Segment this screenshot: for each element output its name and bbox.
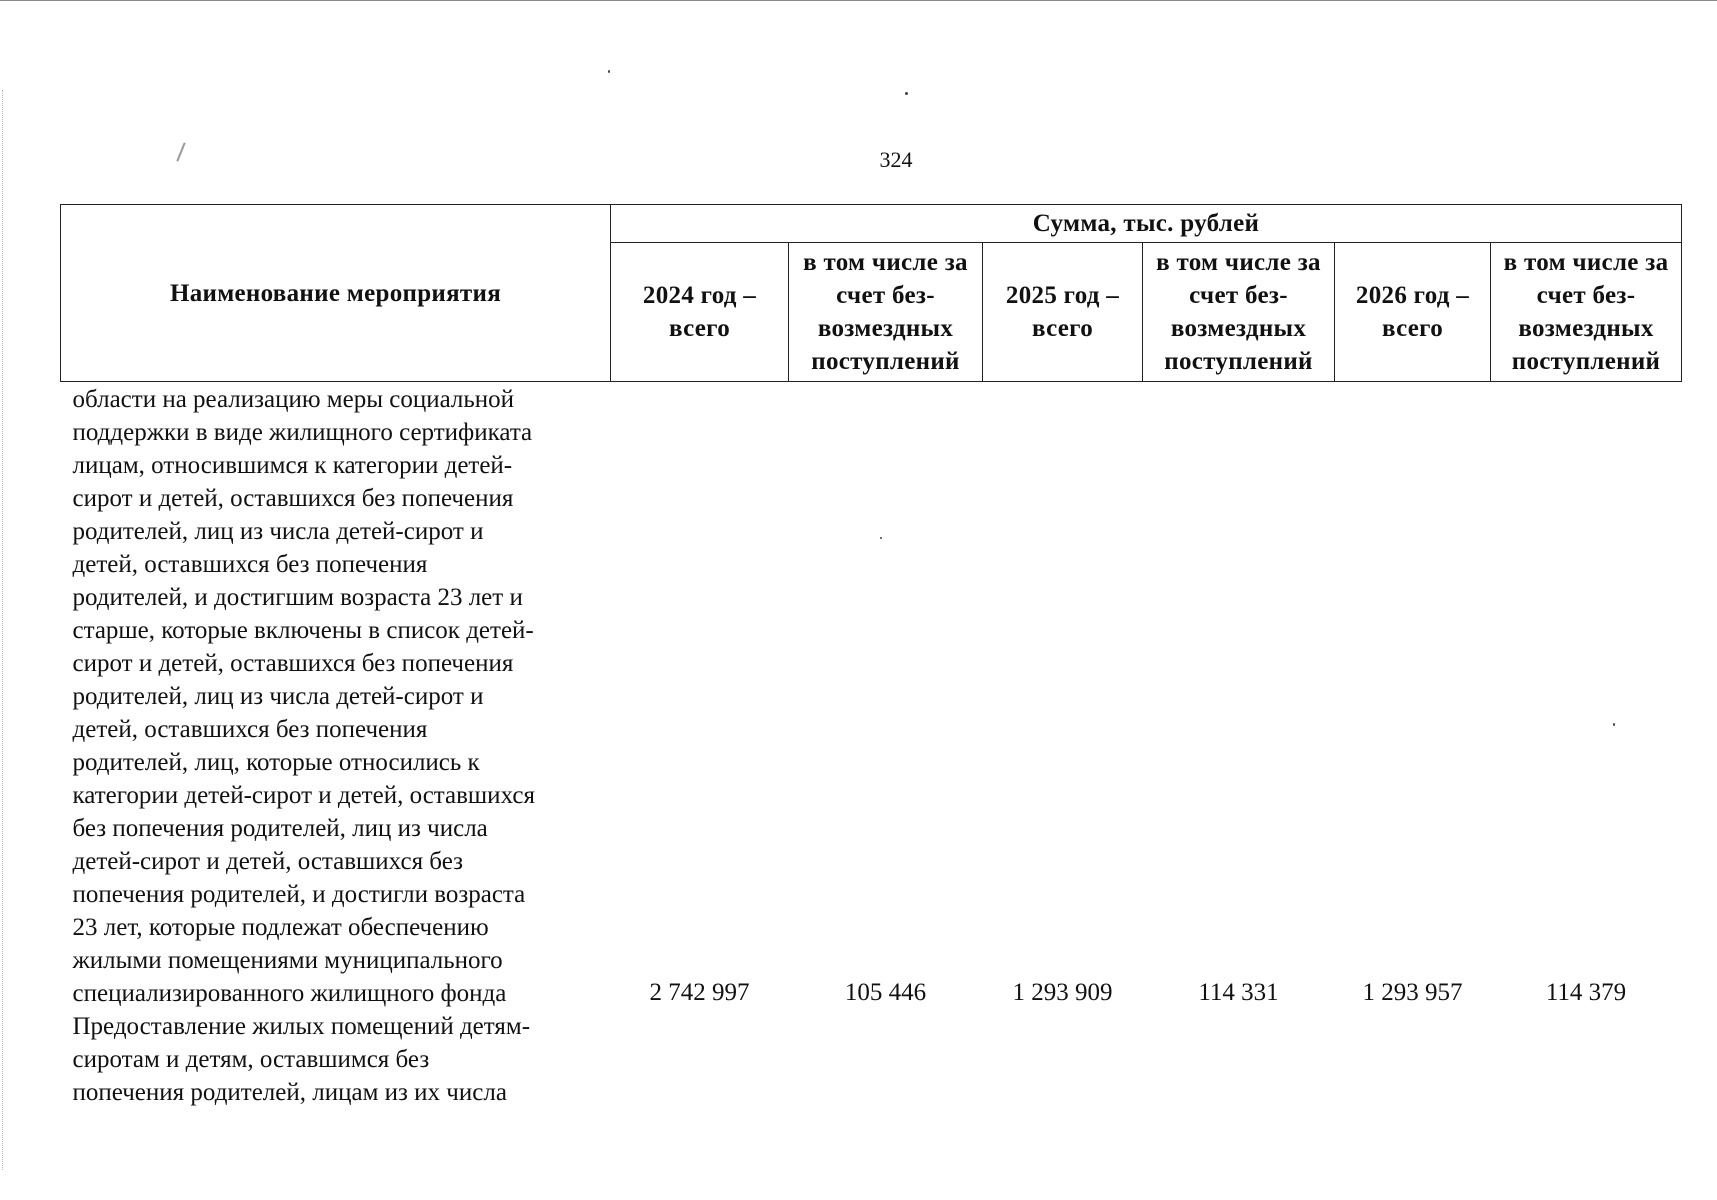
header-2024-total: 2024 год – всего — [611, 243, 789, 382]
scan-speck — [905, 92, 908, 95]
value-2025-total — [983, 382, 1143, 1110]
header-2025-total: 2025 год – всего — [983, 243, 1143, 382]
table-header — [61, 205, 1682, 382]
event-name-cell — [61, 382, 611, 1110]
scan-left-edge — [2, 90, 4, 1170]
header-2026-gratuitous: в том числе за счет без-возмездных поступлений — [1491, 243, 1682, 382]
value-2024-total — [611, 382, 789, 1110]
header-sum: Сумма, тыс. рублей — [611, 205, 1682, 243]
value-text: 1 293 909 — [1012, 979, 1113, 1006]
scan-speck — [608, 70, 610, 73]
value-text: 114 331 — [1198, 979, 1279, 1006]
top-border-line — [0, 0, 1717, 1]
value-2026-total — [1335, 382, 1491, 1110]
scan-mark — [176, 142, 185, 161]
table-row — [61, 382, 1682, 1110]
header-2026-total: 2026 год – всего — [1335, 243, 1491, 382]
value-text: 114 379 — [1545, 979, 1627, 1006]
header-2025-gratuitous: в том числе за счет без-возмездных поступлений — [1143, 243, 1335, 382]
table-body — [61, 382, 1682, 1110]
value-2025-gratuitous — [1143, 382, 1335, 1110]
value-text: 2 742 997 — [649, 979, 750, 1006]
value-text: 1 293 957 — [1362, 979, 1463, 1006]
event-name-next: Предоставление жилых помещений детям- сиротам и детям, оставшимся без попечения родителей, лицам из их числа — [72, 1013, 531, 1106]
budget-table — [60, 204, 1682, 1109]
page-number: 324 — [879, 147, 913, 172]
value-text: 105 446 — [844, 979, 927, 1006]
event-name-continuation: области на реализацию меры социальной поддержки в виде жилищного сертификата лицам, относившимся к категории детей- сирот и детей, оставшихся без попечения родителей, лиц из числа детей-сирот и детей, оставшихся без попечения родителей, и достигшим возраста 23 лет и старше, которые включены в список детей- сирот и детей, оставшихся без попечения родителей, лиц из числа детей-сирот и детей, оставшихся без попечения родителей, лиц, которые относились к категории детей-сирот и детей, оставшихся без попечения родителей, лиц из числа детей-сирот и детей, оставшихся без попечения родителей, и достигли возраста 23 лет, которые подлежат обеспечению жилыми помещениями муниципального специализированного жилищного фонда — [72, 386, 535, 1007]
header-2024-gratuitous: в том числе за счет без-возмездных поступлений — [789, 243, 983, 382]
header-event-name: Наименование мероприятия — [61, 205, 611, 382]
value-2024-gratuitous — [789, 382, 983, 1110]
value-2026-gratuitous — [1491, 382, 1682, 1110]
